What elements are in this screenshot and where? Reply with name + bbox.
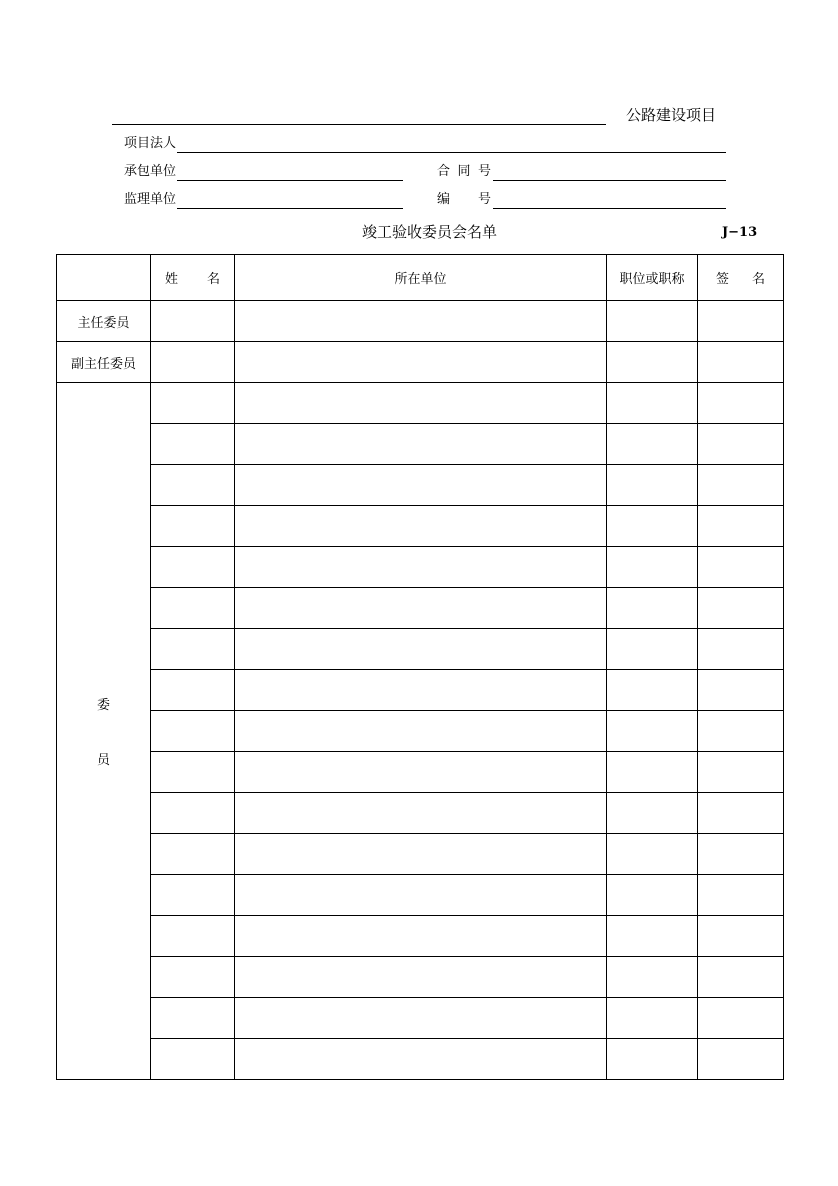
member-name-cell[interactable]	[151, 834, 235, 875]
member-unit-cell[interactable]	[235, 834, 607, 875]
deputy-director-position-cell[interactable]	[607, 342, 698, 383]
member-signature-cell[interactable]	[698, 506, 784, 547]
header-signature-char-2: 名	[751, 272, 765, 287]
header-role-cell	[57, 255, 151, 301]
member-position-cell[interactable]	[607, 588, 698, 629]
member-position-cell[interactable]	[607, 383, 698, 424]
member-row	[57, 711, 784, 752]
member-signature-cell[interactable]	[698, 629, 784, 670]
header-signature-cell	[698, 255, 784, 301]
member-position-cell[interactable]	[607, 629, 698, 670]
member-unit-cell[interactable]	[235, 711, 607, 752]
member-signature-cell[interactable]	[698, 465, 784, 506]
member-signature-cell[interactable]	[698, 875, 784, 916]
member-signature-cell[interactable]	[698, 424, 784, 465]
member-position-cell[interactable]	[607, 752, 698, 793]
member-name-cell[interactable]	[151, 383, 235, 424]
supervisor-field[interactable]	[177, 208, 403, 209]
member-unit-cell[interactable]	[235, 506, 607, 547]
member-row	[57, 424, 784, 465]
member-row	[57, 793, 784, 834]
member-signature-cell[interactable]	[698, 916, 784, 957]
member-unit-cell[interactable]	[235, 916, 607, 957]
member-name-cell[interactable]	[151, 670, 235, 711]
member-signature-cell[interactable]	[698, 834, 784, 875]
member-unit-cell[interactable]	[235, 383, 607, 424]
member-row	[57, 383, 784, 424]
member-row	[57, 588, 784, 629]
contract-no-char-3: 号	[477, 164, 491, 179]
member-unit-cell[interactable]	[235, 588, 607, 629]
member-row	[57, 957, 784, 998]
member-unit-cell[interactable]	[235, 793, 607, 834]
member-unit-cell[interactable]	[235, 1039, 607, 1080]
member-position-cell[interactable]	[607, 711, 698, 752]
member-unit-cell[interactable]	[235, 752, 607, 793]
director-name-cell[interactable]	[151, 301, 235, 342]
contract-no-char-2: 同	[457, 164, 471, 179]
table-header-row	[57, 255, 784, 301]
member-name-cell[interactable]	[151, 1039, 235, 1080]
director-unit-cell[interactable]	[235, 301, 607, 342]
director-signature-cell[interactable]	[698, 301, 784, 342]
member-row	[57, 506, 784, 547]
form-code: J−13	[722, 225, 758, 240]
member-position-cell[interactable]	[607, 1039, 698, 1080]
member-signature-cell[interactable]	[698, 752, 784, 793]
member-signature-cell[interactable]	[698, 547, 784, 588]
deputy-director-row	[57, 342, 784, 383]
member-position-cell[interactable]	[607, 670, 698, 711]
header-name-char-1: 姓	[165, 272, 179, 287]
member-signature-cell[interactable]	[698, 588, 784, 629]
project-suffix: 公路建设项目	[626, 106, 717, 124]
member-row	[57, 670, 784, 711]
member-row	[57, 875, 784, 916]
contract-no-label	[437, 164, 491, 180]
supervisor-label: 监理单位	[124, 192, 177, 207]
member-unit-cell[interactable]	[235, 670, 607, 711]
legal-person-field[interactable]	[177, 152, 726, 153]
member-role-char-2: 员	[96, 753, 110, 768]
member-name-cell[interactable]	[151, 424, 235, 465]
member-unit-cell[interactable]	[235, 465, 607, 506]
member-position-cell[interactable]	[607, 998, 698, 1039]
serial-no-label	[437, 192, 491, 208]
member-signature-cell[interactable]	[698, 793, 784, 834]
member-name-cell[interactable]	[151, 465, 235, 506]
member-unit-cell[interactable]	[235, 547, 607, 588]
member-position-cell[interactable]	[607, 875, 698, 916]
director-role-label: 主任委员	[57, 301, 151, 342]
member-name-cell[interactable]	[151, 916, 235, 957]
member-name-cell[interactable]	[151, 588, 235, 629]
header-name-char-2: 名	[206, 272, 220, 287]
contract-no-field[interactable]	[493, 180, 726, 181]
member-row	[57, 998, 784, 1039]
member-signature-cell[interactable]	[698, 1039, 784, 1080]
committee-roster-table	[56, 254, 784, 1080]
member-unit-cell[interactable]	[235, 957, 607, 998]
serial-no-field[interactable]	[493, 208, 726, 209]
member-row	[57, 629, 784, 670]
header-signature-char-1: 签	[716, 272, 730, 287]
member-name-cell[interactable]	[151, 957, 235, 998]
member-name-cell[interactable]	[151, 875, 235, 916]
member-name-cell[interactable]	[151, 506, 235, 547]
deputy-director-role-label: 副主任委员	[57, 342, 151, 383]
member-unit-cell[interactable]	[235, 424, 607, 465]
member-row	[57, 1039, 784, 1080]
member-row	[57, 547, 784, 588]
member-unit-cell[interactable]	[235, 998, 607, 1039]
member-name-cell[interactable]	[151, 629, 235, 670]
member-name-cell[interactable]	[151, 793, 235, 834]
contractor-label: 承包单位	[124, 164, 177, 179]
member-row	[57, 465, 784, 506]
deputy-director-signature-cell[interactable]	[698, 342, 784, 383]
member-name-cell[interactable]	[151, 998, 235, 1039]
deputy-director-unit-cell[interactable]	[235, 342, 607, 383]
header-name-cell	[151, 255, 235, 301]
header-unit-cell: 所在单位	[235, 255, 607, 301]
member-position-cell[interactable]	[607, 957, 698, 998]
member-signature-cell[interactable]	[698, 957, 784, 998]
header-position-cell: 职位或职称	[607, 255, 698, 301]
deputy-director-name-cell[interactable]	[151, 342, 235, 383]
member-position-cell[interactable]	[607, 834, 698, 875]
member-row	[57, 916, 784, 957]
member-position-cell[interactable]	[607, 547, 698, 588]
serial-no-char-1: 编	[437, 192, 451, 207]
serial-no-char-2: 号	[477, 192, 491, 207]
project-name-line[interactable]	[112, 124, 606, 125]
member-signature-cell[interactable]	[698, 670, 784, 711]
member-unit-cell[interactable]	[235, 875, 607, 916]
member-name-cell[interactable]	[151, 547, 235, 588]
member-position-cell[interactable]	[607, 465, 698, 506]
contractor-field[interactable]	[177, 180, 403, 181]
member-unit-cell[interactable]	[235, 629, 607, 670]
member-name-cell[interactable]	[151, 752, 235, 793]
member-signature-cell[interactable]	[698, 383, 784, 424]
member-signature-cell[interactable]	[698, 711, 784, 752]
member-signature-cell[interactable]	[698, 998, 784, 1039]
member-position-cell[interactable]	[607, 506, 698, 547]
member-row	[57, 752, 784, 793]
director-position-cell[interactable]	[607, 301, 698, 342]
member-role-label	[57, 383, 151, 1080]
member-name-cell[interactable]	[151, 711, 235, 752]
legal-person-label: 项目法人	[124, 136, 177, 151]
document-title: 竣工验收委员会名单	[362, 223, 498, 241]
contract-no-char-1: 合	[437, 164, 451, 179]
member-row	[57, 834, 784, 875]
member-role-char-1: 委	[96, 698, 110, 713]
member-position-cell[interactable]	[607, 424, 698, 465]
member-position-cell[interactable]	[607, 793, 698, 834]
member-position-cell[interactable]	[607, 916, 698, 957]
director-row	[57, 301, 784, 342]
